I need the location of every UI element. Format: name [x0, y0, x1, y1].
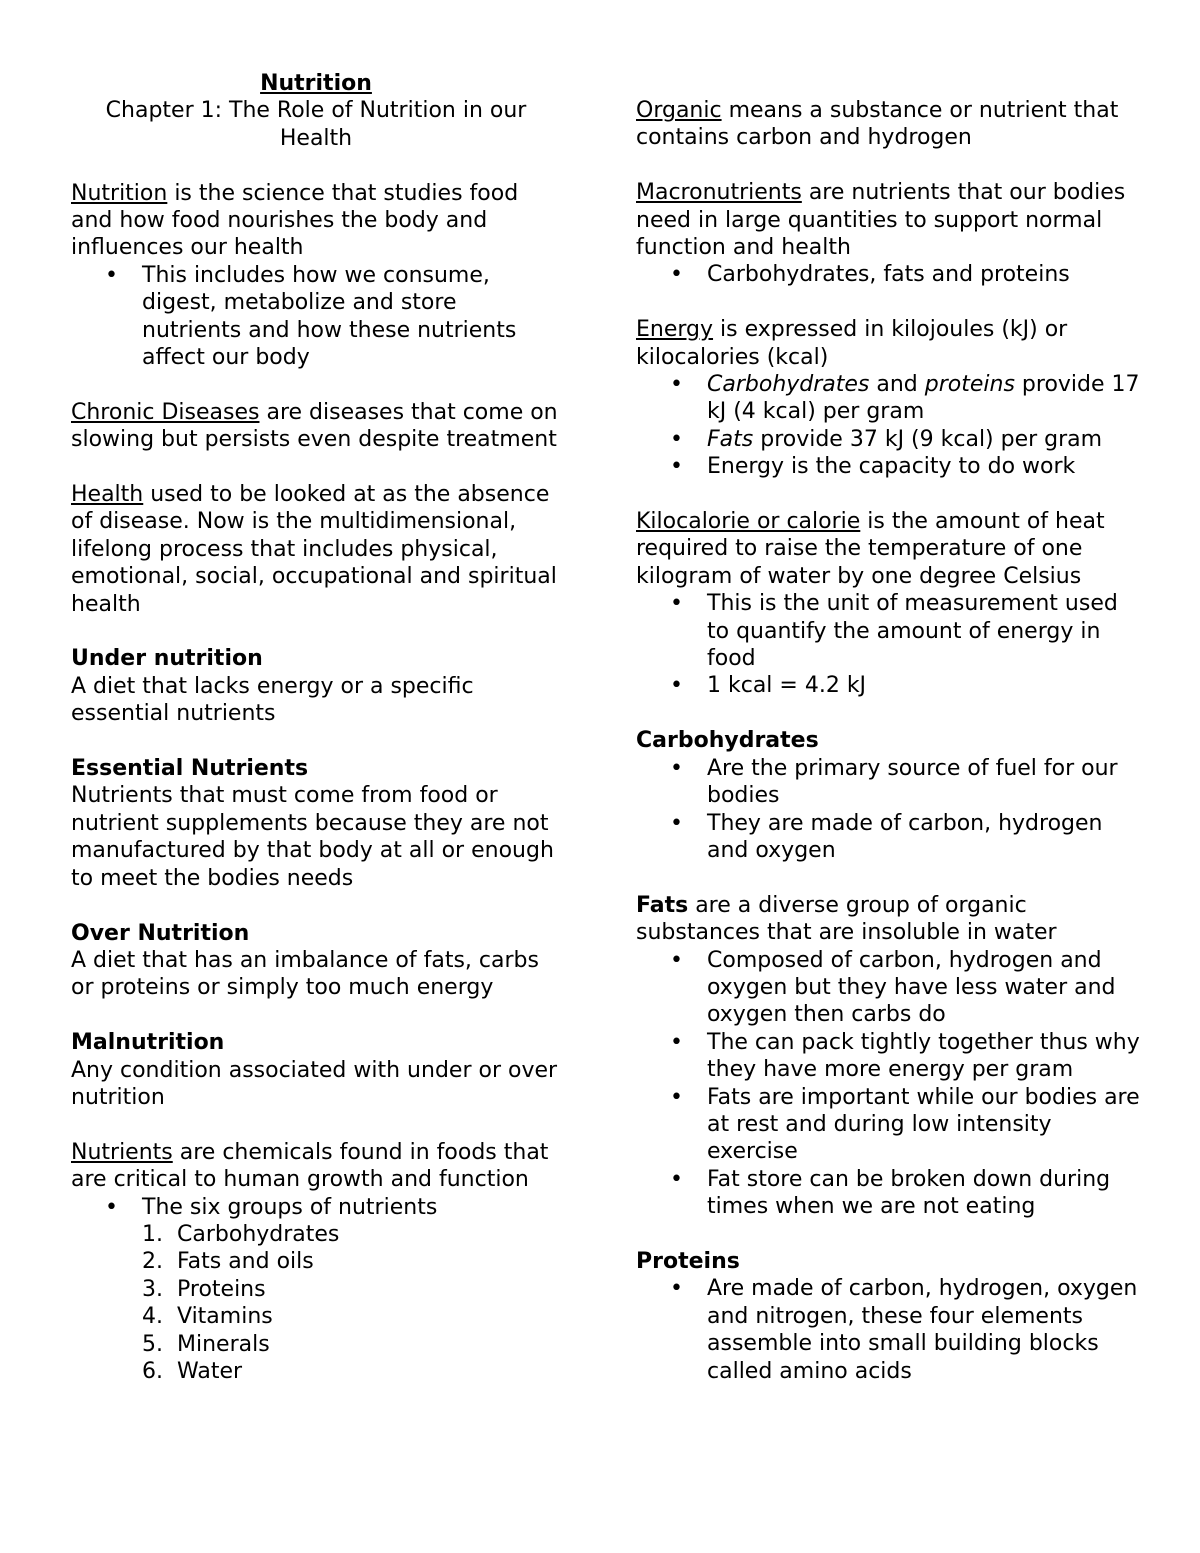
kilocalorie-def-text: is the amount of heat required to raise the temperature of one kilogram of water by one degree Celsius [636, 509, 1105, 589]
fats-bullet-packing: • The can pack tightly together thus why they have more energy per gram [636, 1029, 1146, 1084]
nutrients-bullet: • The six groups of nutrients [71, 1194, 561, 1221]
nutrient-group-number: 4. [142, 1304, 163, 1330]
nutrient-group-label: Vitamins [177, 1304, 273, 1330]
energy-def-text: is expressed in kilojoules (kJ) or kilocalories (kcal) [636, 317, 1068, 370]
organic-def-text: means a substance or nutrient that contains carbon and hydrogen [636, 98, 1119, 151]
nutrient-group-item [71, 1358, 561, 1385]
energy-carbs-italic: Carbohydrates [707, 372, 870, 398]
nutrition-def-text: is the science that studies food and how food nourishes the body and influences our health [71, 180, 519, 261]
chronic-def-text: are diseases that come on slowing but persists even despite treatment [71, 399, 558, 453]
nutrient-group-label: Proteins [177, 1276, 266, 1302]
energy-and-text: and [869, 372, 925, 398]
carbohydrates-heading: Carbohydrates [636, 728, 819, 754]
over-nutrition-text: A diet that has an imbalance of fats, carbs or proteins or simply too much energy [71, 947, 539, 1001]
fats-bullet-storage: • Fat store can be broken down during times when we are not eating [636, 1166, 1146, 1221]
nutrient-group-number: 1. [142, 1221, 163, 1247]
kilocalorie-bullet-unit: • This is the unit of measurement used to quantify the amount of energy in food [636, 590, 1146, 672]
doc-subtitle: Chapter 1: The Role of Nutrition in our Health [105, 98, 527, 151]
nutrient-group-item [71, 1331, 561, 1358]
macronutrients-definition [636, 179, 1146, 261]
malnutrition-text: Any condition associated with under or over nutrition [71, 1057, 558, 1110]
left-column [71, 70, 561, 1385]
energy-definition [636, 316, 1146, 371]
proteins-bullet-composition: • Are made of carbon, hydrogen, oxygen and nitrogen, these four elements assemble into small building blocks called amino acids [636, 1275, 1146, 1385]
macronutrients-def-text: are nutrients that our bodies need in large quantities to support normal function and health [636, 180, 1126, 261]
fats-bullet-composition: • Composed of carbon, hydrogen and oxygen but they have less water and oxygen then carbs do [636, 947, 1146, 1029]
nutrient-group-number: 2. [142, 1249, 163, 1275]
macronutrients-bullet: • Carbohydrates, fats and proteins [636, 261, 1146, 288]
nutrient-group-label: Minerals [177, 1331, 270, 1357]
energy-proteins-italic: proteins [924, 372, 1015, 398]
nutrients-term: Nutrients [71, 1139, 173, 1165]
nutrients-definition [71, 1139, 561, 1194]
nutrient-group-label: Carbohydrates [177, 1221, 340, 1247]
macronutrients-term: Macronutrients [636, 180, 802, 206]
nutrition-bullet: • This includes how we consume, digest, metabolize and store nutrients and how these nutrients affect our body [71, 262, 561, 372]
fats-definition [636, 892, 1146, 947]
under-nutrition-heading: Under nutrition [71, 646, 263, 672]
energy-fats-rest: provide 37 kJ (9 kcal) per gram [753, 426, 1103, 452]
fats-term: Fats [636, 892, 689, 918]
energy-carbs-rest: provide 17 kJ (4 kcal) per gram [707, 372, 1140, 425]
energy-term: Energy [636, 317, 714, 343]
fats-bullet-rest: • Fats are important while our bodies are at rest and during low intensity exercise [636, 1084, 1146, 1166]
carbohydrates-bullet-fuel: • Are the primary source of fuel for our bodies [636, 755, 1146, 810]
nutrients-bullets [71, 1194, 561, 1221]
nutrient-group-item [71, 1303, 561, 1330]
fats-bullets [636, 947, 1146, 1221]
essential-nutrients-text: Nutrients that must come from food or nutrient supplements because they are not manufactured by that body at all or enough to meet the bodies needs [71, 783, 554, 891]
doc-title: Nutrition [260, 71, 372, 96]
health-def-text: used to be looked at as the absence of disease. Now is the multidimensional, lifelong process that includes physical, emotional, social, occupational and spiritual health [71, 482, 557, 617]
malnutrition-heading: Malnutrition [71, 1030, 225, 1056]
carbohydrates-bullets [636, 755, 1146, 865]
carbohydrates-bullet-composition: • They are made of carbon, hydrogen and oxygen [636, 810, 1146, 865]
energy-bullet-fats [636, 426, 1146, 453]
kilocalorie-bullet-conversion: • 1 kcal = 4.2 kJ [636, 672, 1146, 699]
right-column [636, 97, 1146, 1385]
kilocalorie-term: Kilocalorie or calorie [636, 509, 861, 535]
nutrient-group-number: 5. [142, 1331, 163, 1357]
energy-fats-italic: Fats [707, 426, 754, 452]
fats-def-text: are a diverse group of organic substances that are insoluble in water [636, 892, 1057, 946]
nutrient-group-item [71, 1276, 561, 1303]
proteins-heading: Proteins [636, 1248, 740, 1274]
energy-bullet-capacity: • Energy is the capacity to do work [636, 453, 1146, 480]
nutrient-group-label: Fats and oils [177, 1249, 314, 1275]
nutrient-group-item [71, 1221, 561, 1248]
organic-term: Organic [636, 98, 722, 123]
nutrition-bullets [71, 262, 561, 372]
chronic-definition [71, 399, 561, 454]
over-nutrition-heading: Over Nutrition [71, 920, 250, 946]
kilocalorie-definition [636, 508, 1146, 590]
doc-title-line [71, 70, 561, 97]
nutrient-group-item [71, 1248, 561, 1275]
nutrients-def-text: are chemicals found in foods that are critical to human growth and function [71, 1139, 549, 1193]
health-term: Health [71, 482, 144, 508]
energy-bullets [636, 371, 1146, 481]
nutrient-group-number: 6. [142, 1358, 163, 1384]
chronic-term: Chronic Diseases [71, 399, 260, 425]
under-nutrition-text: A diet that lacks energy or a specific essential nutrients [71, 673, 474, 727]
nutrient-group-label: Water [177, 1358, 243, 1384]
nutrition-definition [71, 180, 561, 262]
proteins-bullets [636, 1275, 1146, 1385]
energy-bullet-carbs-proteins [636, 371, 1146, 426]
macronutrients-bullets [636, 261, 1146, 288]
nutrient-group-number: 3. [142, 1276, 163, 1302]
essential-nutrients-heading: Essential Nutrients [71, 756, 309, 782]
organic-definition [636, 97, 1146, 152]
health-definition [71, 481, 561, 618]
nutrition-term: Nutrition [71, 180, 168, 206]
kilocalorie-bullets [636, 590, 1146, 700]
nutrient-groups-list [71, 1221, 561, 1385]
